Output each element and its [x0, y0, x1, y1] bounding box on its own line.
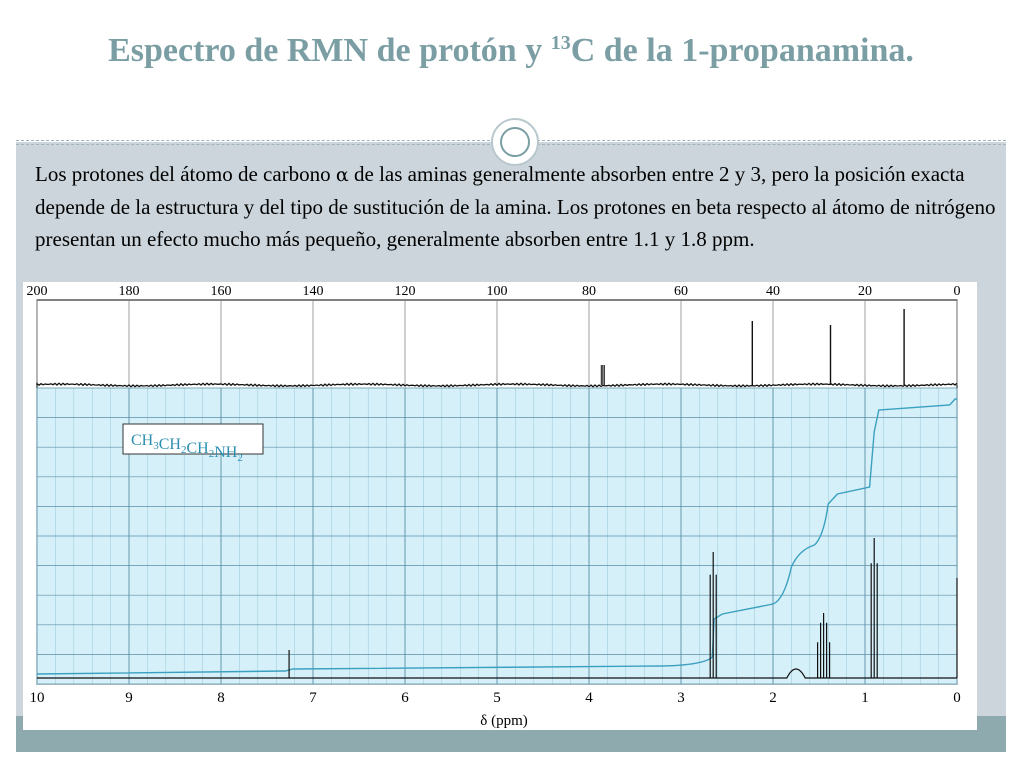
compound-formula: $CH_3CH_2CH_2NH_2$	[131, 432, 243, 464]
h1-tick-label: 0	[953, 690, 961, 706]
c13-scale-ticks	[27, 284, 961, 299]
c13-tick-label: 40	[766, 284, 780, 299]
c13-tick-label: 180	[118, 284, 140, 299]
c13-tick-label: 0	[953, 284, 961, 299]
h1-tick-label: 3	[677, 690, 685, 706]
x-axis-label: δ (ppm)	[480, 713, 528, 729]
c13-tick-label: 100	[486, 284, 508, 299]
c13-tick-label: 80	[582, 284, 596, 299]
body-paragraph: Los protones del átomo de carbono α de las aminas generalmente absorben entre 2 y 3, pero la posición exacta depende de la estructura y del tipo de sustitución de la amina. Los protones en beta respecto al átomo de nitrógeno presentan un efecto mucho más pequeño, generalmente absorben entre 1.1 y 1.8 ppm.	[35, 162, 996, 251]
h1-tick-label: 6	[401, 690, 409, 706]
c13-tick-label: 200	[26, 284, 48, 299]
nmr-spectrum-figure	[23, 282, 977, 730]
h1-tick-label: 7	[309, 690, 317, 706]
c13-tick-label: 140	[302, 284, 324, 299]
slide-title: Espectro de RMN de protón y $^{13}$C de la 1-propanamina.	[108, 32, 914, 69]
h1-tick-label: 10	[29, 690, 45, 706]
h1-scale-ticks	[30, 690, 961, 706]
c13-tick-label: 60	[674, 284, 688, 299]
divider-circle-inner	[500, 127, 530, 157]
h1-tick-label: 5	[493, 690, 501, 706]
h1-tick-label: 2	[769, 690, 777, 706]
h1-tick-label: 9	[125, 690, 133, 706]
h1-tick-label: 4	[585, 690, 593, 706]
c13-tick-label: 160	[210, 284, 232, 299]
nmr-spectrum-svg	[23, 282, 977, 730]
h1-tick-label: 1	[861, 690, 869, 706]
c13-tick-label: 120	[394, 284, 416, 299]
h1-tick-label: 8	[217, 690, 225, 706]
c13-tick-label: 20	[858, 284, 872, 299]
